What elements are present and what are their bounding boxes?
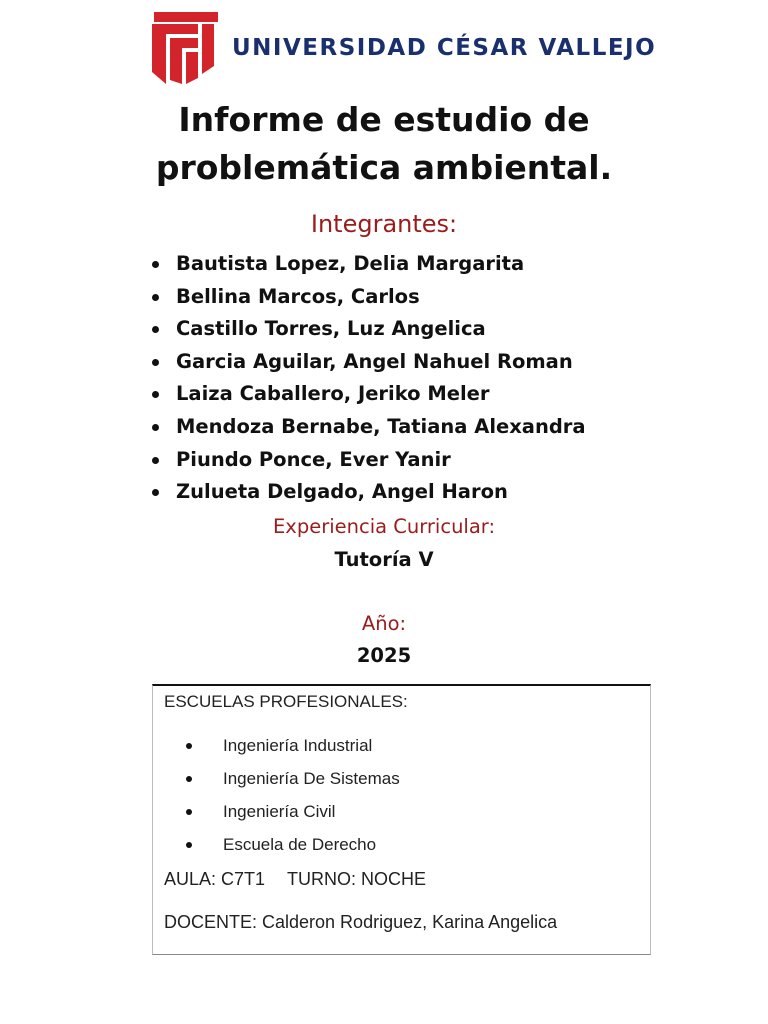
info-box [152,684,651,955]
school-name: Ingeniería Civil [223,802,336,821]
anio-value: 2025 [356,644,412,667]
anio-label: Año: [361,612,407,635]
member-name: Piundo Ponce, Ever Yanir [176,447,451,471]
bullet-icon [152,294,159,301]
member-name: Castillo Torres, Luz Angelica [176,317,486,341]
bullet-icon [152,489,159,496]
member-item [150,476,586,509]
member-name: Mendoza Bernabe, Tatiana Alexandra [176,414,586,438]
member-name: Bellina Marcos, Carlos [176,284,420,308]
schools-heading: ESCUELAS PROFESIONALES: [164,692,408,711]
experiencia-value: Tutoría V [334,548,434,571]
aula-text: AULA: C7T1 [164,869,266,889]
school-item [153,768,400,801]
member-item [150,346,586,379]
school-name: Ingeniería Industrial [223,736,373,755]
bullet-icon [152,457,159,464]
member-item [150,281,586,314]
bullet-icon [152,424,159,431]
bullet-icon [152,359,159,366]
aula-turno-row [164,869,426,890]
title-line-2: problemática ambiental. [155,148,613,187]
members-list [150,248,586,509]
bullet-icon [186,842,192,848]
member-item [150,378,586,411]
document-title [0,96,768,192]
turno-text: TURNO: NOCHE [287,869,427,889]
member-item [150,444,586,477]
title-line-1: Informe de estudio de [178,100,590,139]
member-name: Laiza Caballero, Jeriko Meler [176,382,490,406]
member-name: Garcia Aguilar, Angel Nahuel Roman [176,349,573,373]
school-item [153,735,400,768]
bullet-icon [152,261,159,268]
bullet-icon [186,809,192,815]
ucv-logo-icon [152,12,218,84]
docente-text: DOCENTE: Calderon Rodriguez, Karina Angelica [164,912,558,932]
member-name: Bautista Lopez, Delia Margarita [176,252,525,275]
bullet-icon [186,776,192,782]
school-name: Escuela de Derecho [223,835,377,854]
school-item [153,801,400,834]
integrantes-label: Integrantes: [310,210,458,238]
schools-list [153,735,400,867]
school-item [153,834,400,867]
member-name: Zulueta Delgado, Angel Haron [176,480,508,504]
university-header [152,12,656,84]
experiencia-label: Experiencia Curricular: [272,515,496,538]
school-name: Ingeniería De Sistemas [223,769,400,788]
bullet-icon [152,326,159,333]
member-item [150,313,586,346]
bullet-icon [152,391,159,398]
member-item [150,248,586,281]
university-name: UNIVERSIDAD CÉSAR VALLEJO [232,35,657,61]
bullet-icon [186,743,192,749]
member-item [150,411,586,444]
